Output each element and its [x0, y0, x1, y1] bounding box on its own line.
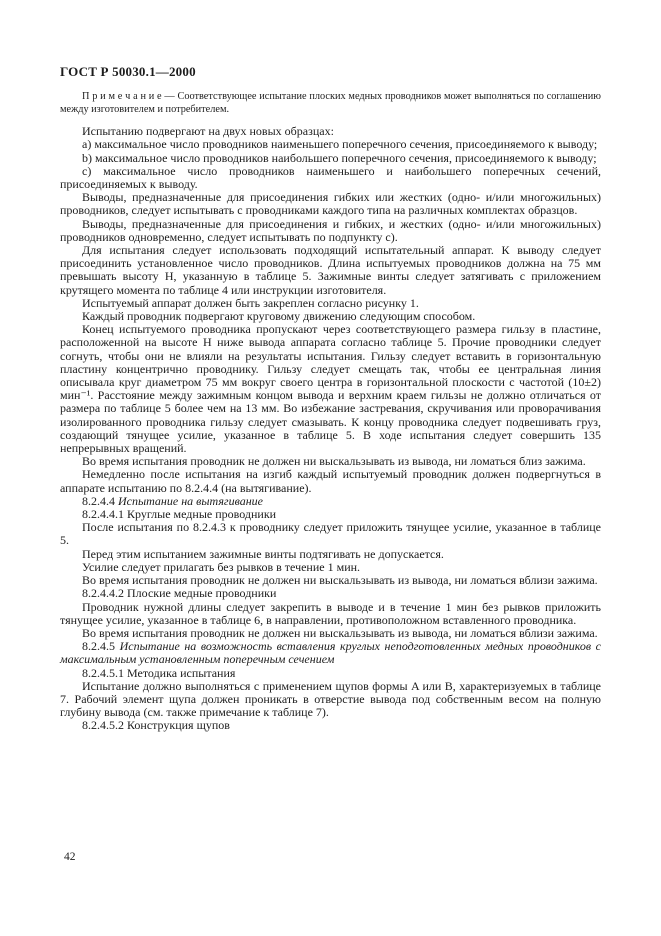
paragraph: Во время испытания проводник не должен ни выскальзывать из вывода, ни ломаться вблизи зажима. — [82, 573, 598, 588]
paragraph: c) максимальное число проводников наименьшего и наибольшего поперечных сечений, присоединяемых к выводу. — [60, 163, 601, 191]
section-heading-8-2-4-5-2: 8.2.4.5.2 Конструкция щупов — [82, 718, 230, 733]
paragraph: Во время испытания проводник не должен ни выскальзывать из вывода, ни ломаться близ зажима. — [82, 454, 586, 469]
section-heading-8-2-4-5 — [60, 640, 601, 666]
page-number: 42 — [64, 851, 76, 863]
paragraph: Немедленно после испытания на изгиб каждый испытуемый проводник должен подвергнуться в аппарате испытанию по 8.2.4.4 (на вытягивание). — [60, 467, 601, 495]
section-heading-8-2-4-4-1: 8.2.4.4.1 Круглые медные проводники — [82, 507, 277, 522]
paragraph: Каждый проводник подвергают круговому движению следующим способом. — [82, 309, 476, 324]
paragraph: Конец испытуемого проводника пропускают через соответствующего размера гильзу в пластине, расположенной на высоте H ниже вывода аппарата согласно таблице 5. Прочие проводники следует согнуть, чтобы они не влияли на результаты испытания. Гильзу следует вставить в горизонтальную пластину концентрично проводнику. Гильзу следует смещать так, чтобы ее центральная линия описывала круг диаметром 75 мм вокруг своего центра в горизонтальной плоскости с частотой (10±2) мин⁻¹. Расстояние между зажимным концом вывода и верхним краем гильзы не должно отличаться от размера по таблице 5 более чем на 13 мм. Во избежание застревания, скручивания или проворачивания изолированного проводника гильзу следует смазывать. К концу проводника следует подвешивать груз, создающий тянущее усилие, указанное в таблице 5. В ходе испытания следует совершить 135 непрерывных вращений. — [60, 322, 601, 456]
section-number: 8.2.4.4 — [82, 493, 118, 508]
paragraph: Во время испытания проводник не должен ни выскальзывать из вывода, ни ломаться вблизи зажима. — [82, 625, 598, 640]
paragraph: Выводы, предназначенные для присоединения гибких или жестких (одно- и/или многожильных) проводников, следует испытывать с проводниками каждого типа на различных комплектах образцов. — [60, 190, 601, 218]
paragraph: Для испытания следует использовать подходящий испытательный аппарат. К выводу следует присоединить установленное число проводников. Длина испытуемых проводников должна на 75 мм превышать высоту H, указанную в таблице 5. Зажимные винты следует затягивать с приложением крутящего момента по таблице 4 или инструкции изготовителя. — [60, 243, 601, 297]
section-title: Испытание на возможность вставления круглых неподготовленных медных проводников с максимальным установленным поперечным сечением — [60, 639, 601, 667]
document-body — [60, 91, 601, 733]
section-number: 8.2.4.5 — [82, 639, 120, 654]
document-header: ГОСТ Р 50030.1—2000 — [60, 64, 196, 79]
paragraph: Испытанию подвергают на двух новых образцах: — [82, 124, 334, 139]
section-heading-8-2-4-5-1: 8.2.4.5.1 Методика испытания — [82, 665, 236, 680]
paragraph: Испытуемый аппарат должен быть закреплен согласно рисунку 1. — [82, 295, 419, 310]
note-paragraph: П р и м е ч а н и е — Соответствующее испытание плоских медных проводников может выполняться по соглашению между изготовителем и потребителем. — [60, 91, 601, 115]
paragraph: После испытания по 8.2.4.3 к проводнику следует приложить тянущее усилие, указанное в таблице 5. — [60, 520, 601, 548]
paragraph: a) максимальное число проводников наименьшего поперечного сечения, присоединяемого к выводу; — [82, 137, 598, 152]
section-heading-8-2-4-4-2: 8.2.4.4.2 Плоские медные проводники — [82, 586, 277, 601]
paragraph: Испытание должно выполняться с применением щупов формы A или B, характеризуемых в таблице 7. Рабочий элемент щупа должен проникать в отверстие вывода под собственным весом на полную глубину вывода (см. также примечание к таблице 7). — [60, 678, 601, 720]
paragraph: Проводник нужной длины следует закрепить в выводе и в течение 1 мин без рывков приложить тянущее усилие, указанное в таблице 6, в направлении, противоположном вставленного проводника. — [60, 599, 601, 627]
section-title: Испытание на вытягивание — [118, 493, 263, 508]
paragraph: Усилие следует прилагать без рывков в течение 1 мин. — [82, 559, 361, 574]
paragraph: Выводы, предназначенные для присоединения и гибких, и жестких (одно- и/или многожильных) проводников одновременно, следует испытывать по подпункту c). — [60, 216, 601, 244]
paragraph: b) максимальное число проводников наибольшего поперечного сечения, присоединяемого к выводу; — [82, 150, 597, 165]
paragraph: Перед этим испытанием зажимные винты подтягивать не допускается. — [82, 546, 444, 561]
